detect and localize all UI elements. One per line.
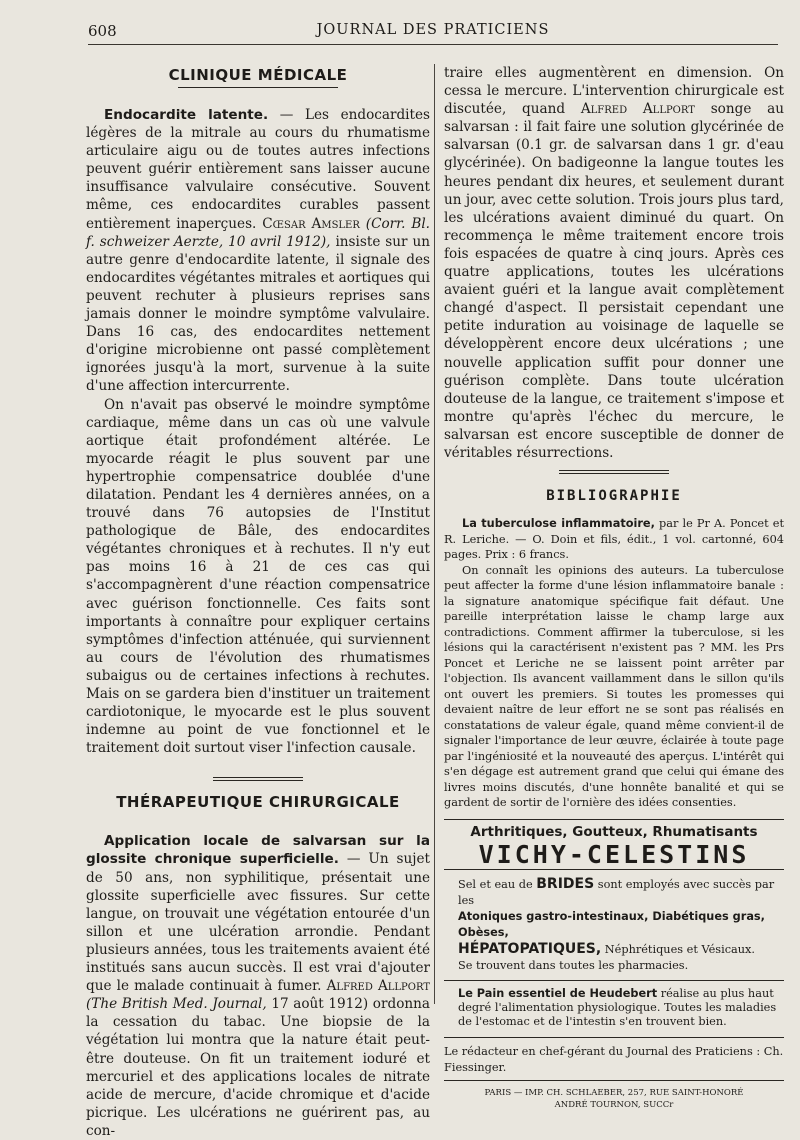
- article-endocardite: [86, 106, 430, 396]
- bibliography-title: BIBLIOGRAPHIE: [546, 488, 682, 505]
- ad-heudebert-brand: Le Pain essentiel de Heudebert: [458, 986, 658, 1000]
- author-name: Alfred Allport: [326, 978, 430, 995]
- ad-vichy-heading: Arthritiques, Goutteux, Rhumatisants: [470, 823, 758, 840]
- ad-vichy-brand: VICHY-CELESTINS: [478, 839, 750, 869]
- book-title: La tuberculose inflammatoire,: [462, 517, 655, 531]
- ad-heudebert: [444, 987, 784, 1029]
- book-reference: [444, 516, 784, 563]
- article-salvarsan: [86, 832, 430, 1140]
- article-text: insiste sur un autre genre d'endocardite latente, il signale des endocardites végétantes mitrales et aortiques qui peuvent rechuter à plusieurs reprises sans jamais donner le moindre symptôme valvulaire. Dans 16 cas, des endocardites nettement d'origine microbienne ont passé complètement ignorées jusqu'à la mort, survenue à la suite d'une affection intercurrente.: [86, 233, 430, 395]
- ad-brides: [444, 876, 784, 974]
- page-number: 608: [88, 22, 117, 40]
- section-title-clinique: CLINIQUE MÉDICALE: [168, 66, 348, 84]
- section-rule: [178, 87, 338, 88]
- ad-line: Se trouvent dans toutes les pharmacies.: [458, 958, 689, 972]
- article-lead: Endocardite latente.: [104, 107, 269, 123]
- article-text: 17 août 1912) ordonna la cessation du tabac. Une biopsie de la végétation lui montra que la nature était peut-être douteuse. On fit un traitement ioduré et mercuriel et des applications locales de nitrate acide de mercure, d'acide chromique et d'acide picrique. Les ulcérations ne guérirent pas, au con-: [86, 996, 430, 1139]
- running-head: [88, 22, 778, 45]
- printer-line: ANDRÉ TOURNON, SUCCr: [554, 1099, 674, 1110]
- right-column: [444, 64, 784, 1111]
- ad-text: réalise au plus haut degré l'alimentation physiologique. Toutes les maladies de l'estomac et de l'intestin s'en trouvent bien.: [458, 986, 777, 1028]
- ad-brand-brides: BRIDES: [536, 875, 595, 892]
- article-text: — Les endocardites légères de la mitrale au cours du rhumatisme articulaire aigu ou de toutes autres infections peuvent guérir entièrement sans laisser aucune insuffisance valvulaire consécutive. Souvent même, ces endocardites curables passent entièrement inaperçues.: [86, 107, 431, 232]
- article-paragraph: On n'avait pas observé le moindre symptôme cardiaque, même dans un cas où une valvule aortique était profondément altérée. Le myocarde réagit le plus souvent par une hypertrophie compensatrice doublée d'une dilatation. Pendant les 4 dernières années, on a trouvé dans 76 autopsies de l'Institut pathologique de Bâle, des endocardites végétantes chroniques et à rechutes. Il n'y eut pas moins 16 à 21 de ces cas qui s'accompagnèrent d'une réaction compensatrice avec guérison fonctionnelle. Ces faits sont importants à connaître pour expliquer certains symptômes d'infection atténuée, qui surviennent au cours de l'évolution des rhumatismes subaigus ou de certaines infections à rechutes. Mais on se gardera bien d'instituer un traitement cardiotonique, le myocarde est le plus souvent indemne au point de vue fonctionnel et le traitement doit surtout viser l'infection causale.: [86, 396, 430, 757]
- book-details: par le Pr A. Poncet et R. Leriche. — O. Doin et fils, édit., 1 vol. cartonné, 604 pages. Prix : 6 francs.: [444, 517, 784, 562]
- article-text: traire elles augmentèrent en dimension. On cessa le mercure. L'intervention chirurgicale est discutée, quand: [444, 65, 784, 118]
- author-name: Alfred Allport: [580, 101, 695, 118]
- book-review: On connaît les opinions des auteurs. La tuberculose peut affecter la forme d'une lésion inflammatoire banale : la signature anatomique spécifique fait défaut. Une pareille interprétation laisse le champ large aux contradictions. Comment affirmer la tuberculose, si les lésions qui la caractérisent n'existent pas ? MM. les Prs Poncet et Leriche ne se laissent point arrêter par l'objection. Ils avancent vaillamment dans le sillon qu'ils ont ouvert les premiers. Si toutes les promesses qui devaient naître de leur effort ne se sont pas réalisés en constatations de valeur égale, quand même convient-il de signaler l'importance de leur œuvre, éclairée à toute page par l'ingéniosité et la nouveauté des aperçus. L'intérêt qui s'en dégage est autrement grand que celui qui émane des livres moins discutés, d'une honnête banalité et qui se gardent de sortir de l'ornière des idées consenties.: [444, 563, 784, 810]
- ad-line: Atoniques gastro-intestinaux, Diabétiques gras, Obèses,: [458, 909, 765, 939]
- article-continuation: [444, 64, 784, 462]
- printer-line: PARIS — IMP. CH. SCHLAEBER, 257, RUE SAINT-HONORÉ: [484, 1087, 744, 1098]
- author-name: Cœsar Amsler: [262, 215, 360, 232]
- ad-hepatopatiques: HÉPATOPATIQUES,: [458, 940, 602, 957]
- ad-text: sont employés avec succès par les: [458, 877, 775, 907]
- ad-line: [458, 876, 784, 909]
- citation: (Corr. Bl. f. schweizer Aerzte, 10 avril 1912),: [86, 215, 431, 250]
- citation: (The British Med. Journal,: [86, 996, 267, 1013]
- section-title-therapeutique: THÉRAPEUTIQUE CHIRURGICALE: [116, 793, 400, 812]
- editor-line: Le rédacteur en chef-gérant du Journal des Praticiens : Ch. Fiessinger.: [444, 1044, 784, 1074]
- article-text: songe au salvarsan : il fait faire une solution glycérinée de salvarsan (0.1 gr. de salvarsan dans 1 gr. d'eau glycérinée). On badigeonne la langue toutes les heures pendant dix heures, et seulement durant un jour, avec cette solution. Trois jours plus tard, les ulcérations avaient diminué du quart. On recommença le même traitement encore trois fois espacées de quatre à cinq jours. Après ces quatre applications, toutes les ulcérations avaient guéri et la langue avait complètement changé d'aspect. Il persistait cependant une petite induration au voisinage de laquelle se développèrent encore deux ulcérations ; une nouvelle application suffit pour donner une guérison complète. Dans toute ulcération douteuse de la langue, ce traitement s'impose et montre qu'après l'échec du mercure, le salvarsan est encore susceptible de donner de véritables résurrections.: [444, 101, 784, 461]
- article-text: — Un sujet de 50 ans, non syphilitique, présentait une glossite superficielle avec fissures. Sur cette langue, on trouvait une végétation entourée d'un sillon et une ulcération arrondie. Pendant plusieurs années, tous les traitements avaient été institués sans aucun succès. Il est vrai d'ajouter que le malade continuait à fumer.: [86, 851, 430, 995]
- ad-text: Sel et eau de: [458, 877, 537, 891]
- article-lead: Application locale de salvarsan sur la glossite chronique superficielle.: [86, 833, 430, 868]
- column-divider: [434, 64, 435, 1004]
- ad-line: [458, 941, 784, 958]
- left-column: [86, 64, 430, 1140]
- journal-title: JOURNAL DES PRATICIENS: [316, 22, 550, 38]
- ad-text: Néphrétiques et Vésicaux.: [601, 942, 755, 956]
